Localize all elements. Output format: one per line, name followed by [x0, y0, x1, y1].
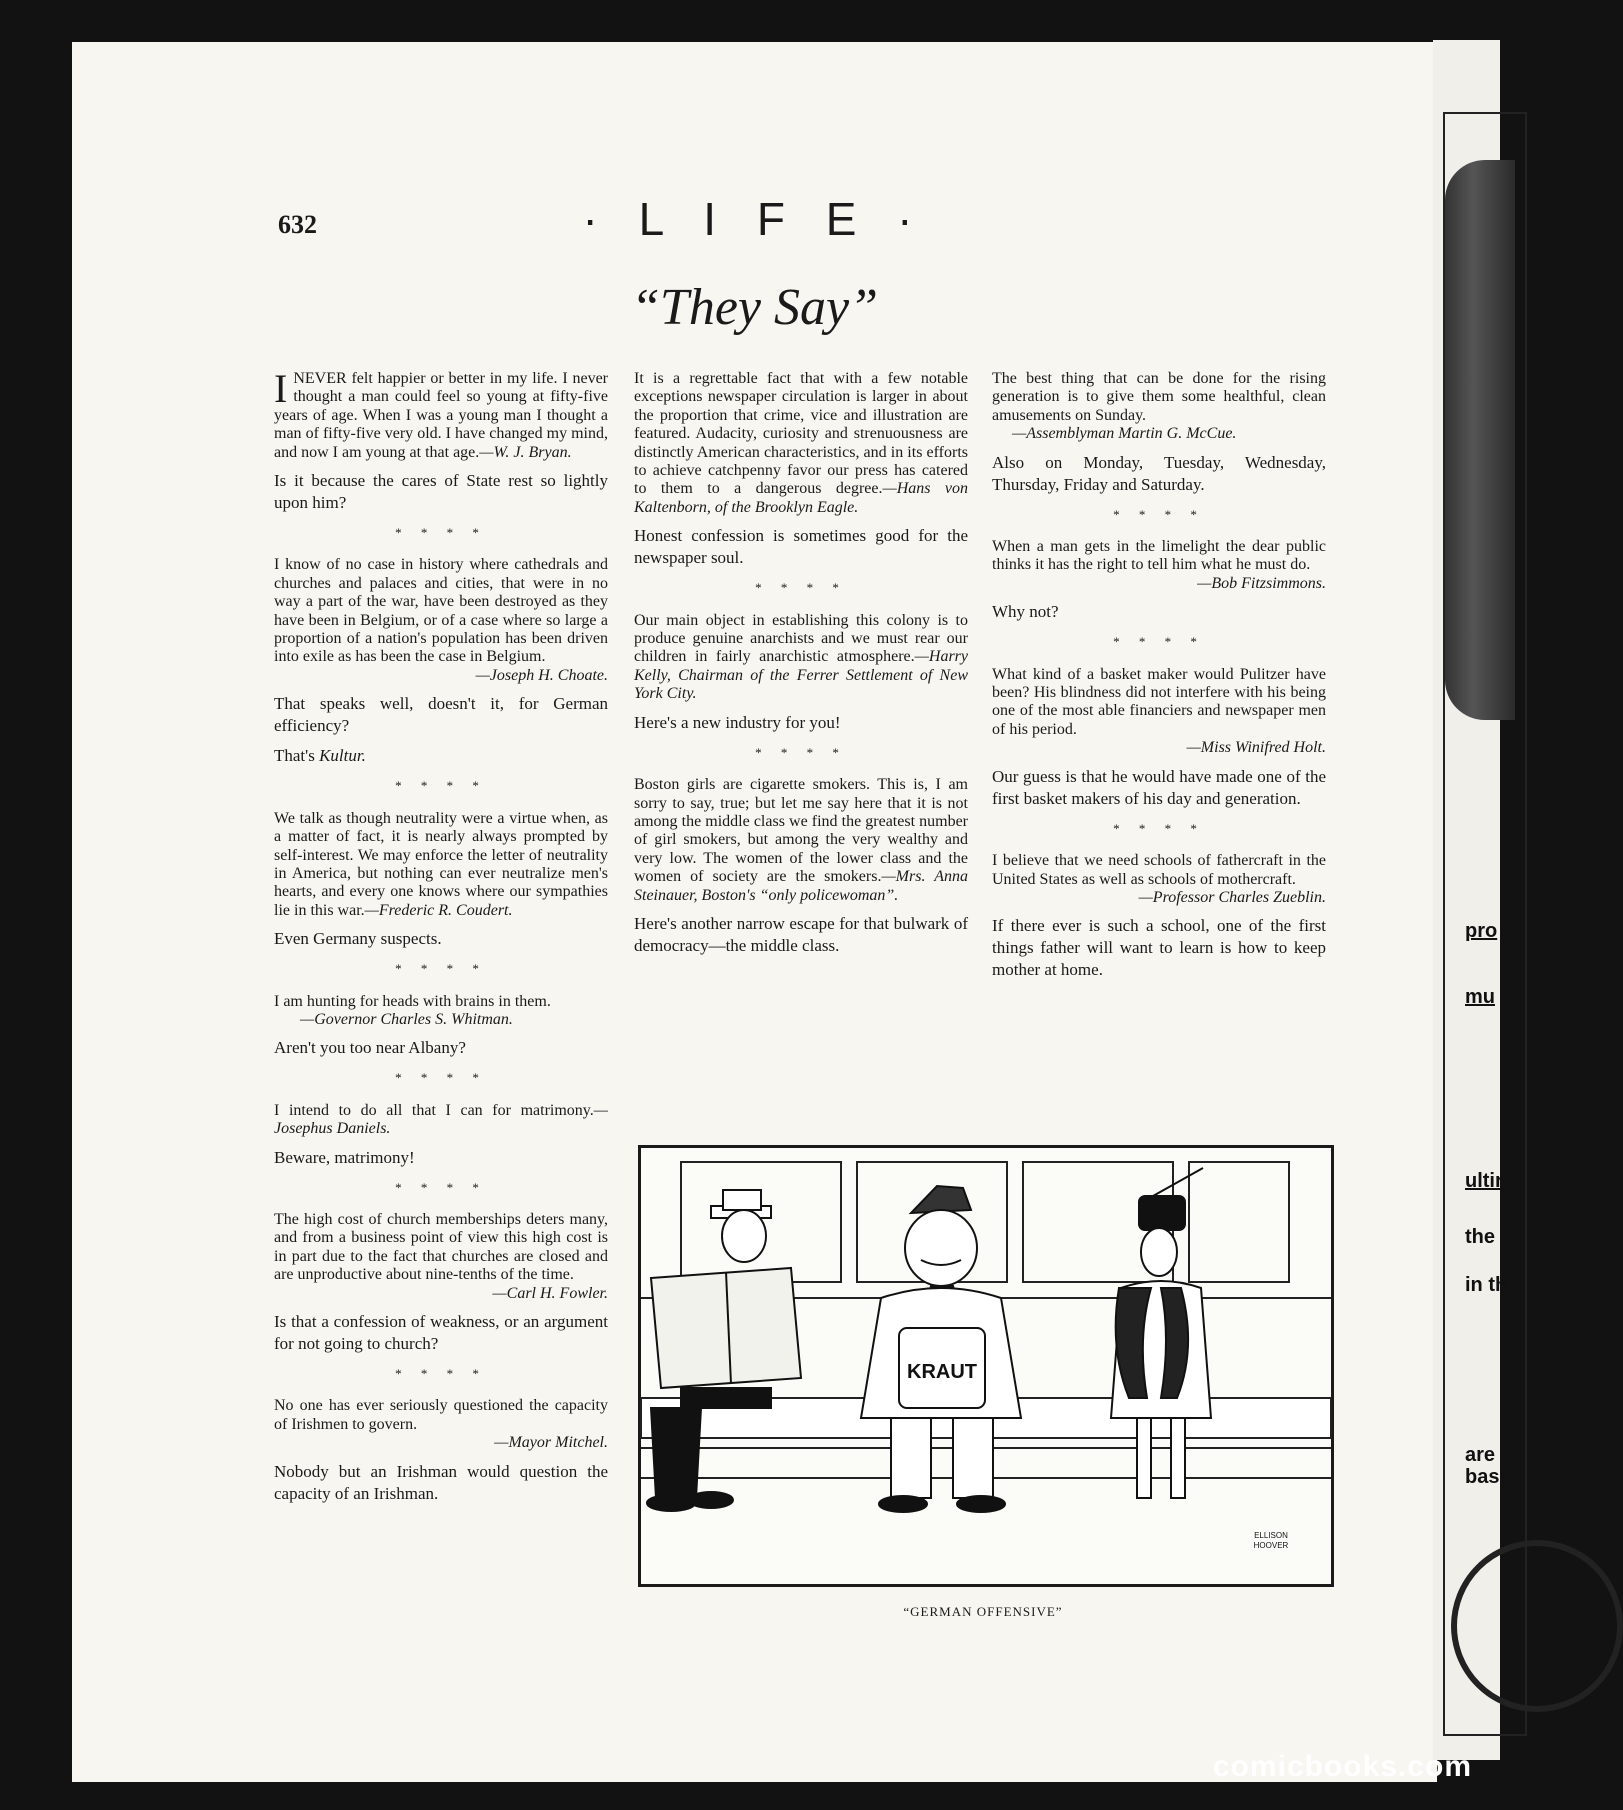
column-1 — [274, 366, 608, 1513]
artist-signature: ELLISON — [1254, 1531, 1288, 1540]
editorial-comment: Honest confession is sometimes good for the newspaper soul. — [634, 526, 968, 568]
separator: * * * * — [1113, 634, 1205, 650]
ad-text-fragment: ultir — [1465, 1170, 1503, 1192]
cartoon-drawing — [641, 1148, 1331, 1584]
quote: Our main object in establishing this colony is to produce genuine anarchists and we must rear our children in fairly anarchistic atmosphere.—Harry Kelly, Chairman of the Ferrer Settlement of New York City. — [634, 611, 968, 703]
shoe — [879, 1496, 927, 1512]
separator: * * * * — [395, 525, 487, 541]
shoe — [689, 1492, 733, 1508]
leg — [953, 1418, 993, 1498]
shoe — [957, 1496, 1005, 1512]
shoe — [647, 1495, 695, 1511]
ad-text-fragment: mu — [1465, 986, 1495, 1008]
quote-attribution: —Bob Fitzsimmons. — [1197, 574, 1326, 592]
quote-attribution: —Mayor Mitchel. — [494, 1434, 608, 1452]
quote: INEVER felt happier or better in my life. I never thought a man could feel so young at fifty-five years of age. When I was a young man I thought a man of fifty-five very old. I have changed my mind, and now I am young at that age.—W. J. Bryan. — [274, 366, 608, 461]
ad-text-fragment: in th — [1465, 1274, 1508, 1296]
can-label: KRAUT — [907, 1361, 977, 1383]
editorial-comment: That's Kultur. — [274, 746, 366, 766]
separator: * * * * — [395, 1366, 487, 1381]
editorial-comment: Is it because the cares of State rest so lightly upon him? — [274, 471, 608, 513]
face — [905, 1210, 977, 1286]
editorial-comment: Also on Monday, Tuesday, Wednesday, Thursday, Friday and Saturday. — [992, 452, 1326, 494]
straw-hat-crown — [723, 1190, 761, 1210]
fur-hat — [1139, 1196, 1185, 1230]
quote-attribution: —Harry Kelly, Chairman of the Ferrer Settlement of New York City. — [634, 648, 968, 703]
site-watermark: comicbooks.com — [1212, 1750, 1472, 1783]
magazine-page — [72, 42, 1437, 1782]
quote: I intend to do all that I can for matrimony.—Josephus Daniels. — [274, 1101, 608, 1138]
leg — [1171, 1418, 1185, 1498]
quote: I know of no case in history where cathedrals and churches and palaces and cities, that were in no way a part of the war, have been destroyed as they have been in Belgium, or of a case where so large a proportion of a nation's population has been driven into exile as has been the case in Belgium. —Joseph H. Choate. — [274, 556, 608, 684]
ad-text-fragment: pro — [1465, 920, 1498, 942]
separator: * * * * — [755, 744, 847, 760]
quote-attribution: —Hans von Kaltenborn, of the Brooklyn Eagle. — [634, 480, 969, 516]
separator: * * * * — [1113, 820, 1205, 836]
quote-attribution: —Joseph H. Choate. — [475, 666, 608, 684]
editorial-comment: Beware, matrimony! — [274, 1147, 415, 1167]
quote: Boston girls are cigarette smokers. This is, I am sorry to say, true; but let me say here that it is not among the middle class we find the greatest number of girl smokers, but among the very wealthy and very low. The women of the lower class and the women of society are the smokers.—Mrs. Anna Steinauer, Boston's “only policewoman”. — [634, 776, 969, 904]
feathered-hat — [911, 1186, 971, 1213]
column-3 — [992, 370, 1326, 989]
quote-attribution: —Governor Charles S. Whitman. — [300, 1010, 513, 1028]
ad-text-fragment: the — [1465, 1226, 1495, 1248]
editorial-comment: That speaks well, doesn't it, for German efficiency? — [274, 694, 608, 736]
man-with-newspaper — [647, 1190, 801, 1511]
separator: * * * * — [395, 778, 487, 794]
hat-feather — [1153, 1168, 1203, 1196]
quote: I believe that we need schools of fathercraft in the United States as well as schools of mothercraft. —Professor Charles Zueblin. — [992, 852, 1326, 906]
face — [1141, 1228, 1177, 1276]
quote-attribution: —W. J. Bryan. — [479, 443, 572, 461]
quote: What kind of a basket maker would Pulitzer have been? His blindness did not interfere with his being one of the most able financiers and newspaper men of his period. —Miss Winifred Holt. — [992, 665, 1326, 757]
separator: * * * * — [395, 1070, 487, 1086]
quote: We talk as though neutrality were a virtue when, as a matter of fact, it is nearly always prompted by self-interest. We may enforce the letter of neutrality in America, but nothing can ever neutralize men's hearts, and every one knows where our sympathies lie in this war.—Frederic R. Coudert. — [274, 809, 608, 919]
editorial-comment: If there ever is such a school, one of the first things father will want to learn is how to keep mother at home. — [992, 916, 1326, 980]
quote: When a man gets in the limelight the dear public thinks it has the right to tell him what he must do. —Bob Fitzsimmons. — [992, 538, 1326, 592]
quote-attribution: —Miss Winifred Holt. — [1186, 739, 1326, 757]
stout-man — [861, 1186, 1021, 1512]
leg — [1137, 1418, 1151, 1498]
cartoon-illustration — [638, 1145, 1334, 1587]
page-number: 632 — [278, 210, 317, 239]
face — [722, 1210, 766, 1262]
column-2 — [634, 370, 968, 965]
quote: The best thing that can be done for the rising generation is to give them some healthful, clean amusements on Sunday. —Assemblyman Martin G. McCue. — [992, 370, 1326, 443]
ad-text-fragment: are — [1465, 1444, 1496, 1466]
separator: * * * * — [395, 961, 487, 977]
quote-attribution: —Frederic R. Coudert. — [364, 901, 513, 919]
separator: * * * * — [755, 580, 847, 596]
quote-attribution: —Professor Charles Zueblin. — [1138, 888, 1326, 906]
artist-signature: HOOVER — [1253, 1541, 1289, 1550]
leg — [891, 1418, 931, 1498]
headline: “They Say” — [631, 279, 878, 336]
editorial-comment: Nobody but an Irishman would question the capacity of an Irishman. — [274, 1461, 608, 1503]
quote: The high cost of church memberships deters many, and from a business point of view this high cost is in part due to the fact that churches are closed and are unproductive about nine-tenths of the time. —Carl H. Fowler. — [274, 1210, 608, 1302]
cartoon-caption: “GERMAN OFFENSIVE” — [903, 1604, 1063, 1619]
editorial-comment: Is that a confession of weakness, or an argument for not going to church? — [274, 1312, 608, 1353]
adjacent-page-edge — [1433, 40, 1508, 1760]
quote-attribution: —Mrs. Anna Steinauer, Boston's “only policewoman”. — [634, 868, 969, 904]
editorial-comment: Why not? — [992, 602, 1059, 622]
quote: I am hunting for heads with brains in them. —Governor Charles S. Whitman. — [274, 993, 608, 1030]
drop-cap: I — [274, 366, 288, 411]
quote: It is a regrettable fact that with a few notable exceptions newspaper circulation is larger in about the proportion that crime, vice and illustration are featured. Audacity, curiosity and strenuousness are distinctly American characteristics, and in its efforts to achieve catchpenny favor our press has catered to them to a dangerous degree.—Hans von Kaltenborn, of the Brooklyn Eagle. — [634, 370, 969, 516]
legs — [681, 1388, 771, 1408]
editorial-comment: Here's another narrow escape for that bulwark of democracy—the middle class. — [634, 913, 968, 955]
separator: * * * * — [1113, 506, 1205, 522]
quote-attribution: —Assemblyman Martin G. McCue. — [1012, 425, 1237, 443]
quote-attribution: —Josephus Daniels. — [274, 1101, 608, 1138]
ad-illustration — [1445, 160, 1515, 720]
ad-seal — [1451, 1540, 1623, 1712]
editorial-comment: Even Germany suspects. — [274, 929, 442, 949]
editorial-comment: Here's a new industry for you! — [634, 712, 841, 732]
quote: No one has ever seriously questioned the capacity of Irishmen to govern. —Mayor Mitchel. — [274, 1397, 608, 1452]
window — [1189, 1162, 1289, 1282]
editorial-comment: Aren't you too near Albany? — [274, 1038, 466, 1058]
editorial-comment: Our guess is that he would have made one of the first basket makers of his day and generation. — [992, 766, 1326, 808]
masthead: · L I F E · — [582, 193, 927, 245]
ad-text-fragment: basi — [1465, 1466, 1506, 1488]
trousers — [651, 1408, 701, 1498]
separator: * * * * — [395, 1179, 487, 1195]
quote-attribution: —Carl H. Fowler. — [492, 1284, 608, 1302]
